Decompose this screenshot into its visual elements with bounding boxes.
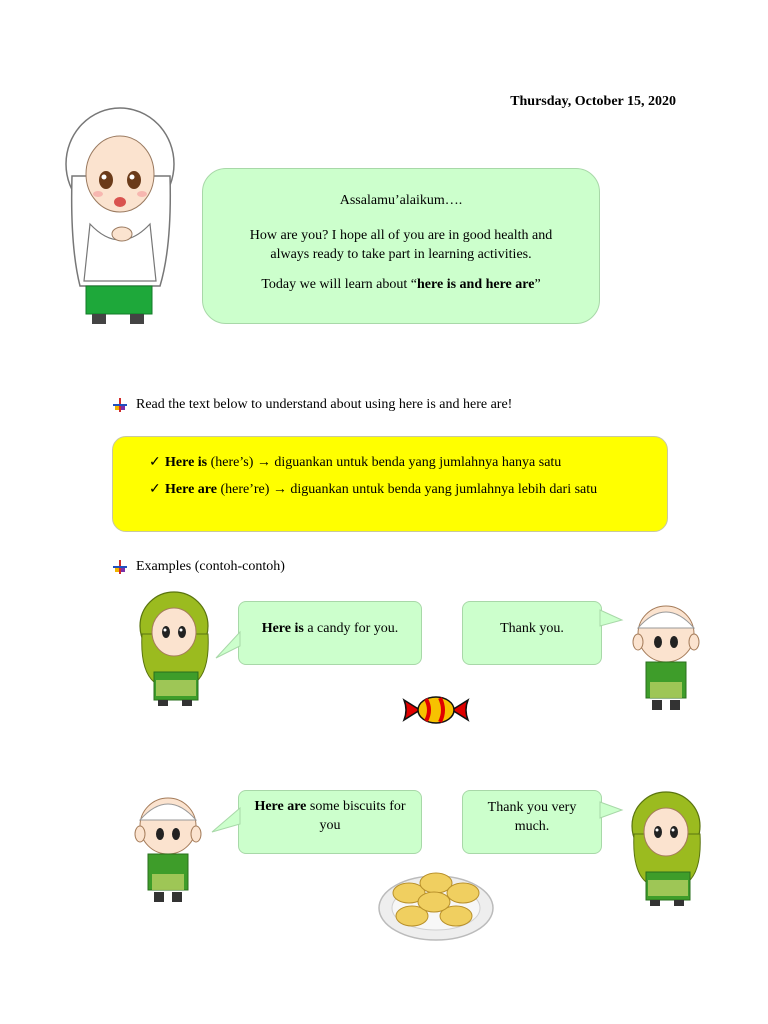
today-topic-text — [203, 275, 599, 294]
dialog2-left-rest: some biscuits for you — [306, 799, 406, 833]
rules-box — [112, 436, 668, 532]
dialog1-right-bubble — [462, 601, 602, 665]
hijab-kid-illustration — [136, 590, 216, 710]
bubble-tail — [210, 806, 242, 834]
today-suffix: ” — [534, 277, 541, 292]
instruction-line — [112, 397, 512, 413]
bubble-tail — [214, 630, 242, 660]
rule-bold: Here are — [165, 482, 217, 497]
candy-illustration — [400, 692, 472, 728]
plus-bullet-icon — [112, 559, 128, 575]
wellbeing-question-text: How are you? I hope all of you are in good health and always ready to take part in learning activities. — [249, 228, 553, 262]
plus-bullet-icon — [112, 397, 128, 413]
instruction-text: Read the text below to understand about using here is and here are! — [136, 397, 513, 412]
intro-speech-bubble — [202, 168, 600, 324]
biscuit-plate-illustration — [376, 866, 496, 942]
check-icon: ✓ — [149, 455, 161, 470]
hijab-kid-illustration — [626, 790, 706, 910]
date-text: Thursday, October 15, 2020 — [510, 94, 676, 109]
dialog2-left-bubble — [238, 790, 422, 854]
hijab-girl-illustration — [60, 106, 180, 346]
rule-here-are — [149, 481, 597, 498]
bubble-tail — [598, 800, 624, 824]
dialog2-right-bubble — [462, 790, 602, 854]
dialog2-left-bold: Here are — [254, 799, 307, 814]
greeting-text: Assalamu’alaikum…. — [339, 193, 463, 208]
today-prefix: Today we will learn about “ — [261, 277, 418, 292]
today-topic-bold: here is and here are — [417, 277, 535, 292]
rule-rest: (here’s) → diguankan untuk benda yang jumlahnya hanya satu — [207, 455, 562, 470]
dialog1-left-rest: a candy for you. — [303, 621, 399, 636]
check-icon: ✓ — [149, 482, 161, 497]
rule-rest: (here’re) → diguankan untuk benda yang jumlahnya lebih dari satu — [216, 482, 598, 497]
dialog1-left-bubble — [238, 601, 422, 665]
boy-cap-illustration — [626, 598, 706, 718]
rule-bold: Here is — [165, 455, 208, 470]
boy-cap-illustration — [128, 788, 208, 908]
rule-here-is — [149, 454, 561, 471]
bubble-tail — [598, 608, 624, 632]
dialog1-left-bold: Here is — [261, 621, 304, 636]
dialog2-right-text: Thank you very much. — [487, 800, 577, 834]
examples-heading-text: Examples (contoh-contoh) — [136, 559, 285, 574]
dialog1-right-text: Thank you. — [500, 621, 564, 636]
examples-heading-line — [112, 559, 285, 575]
